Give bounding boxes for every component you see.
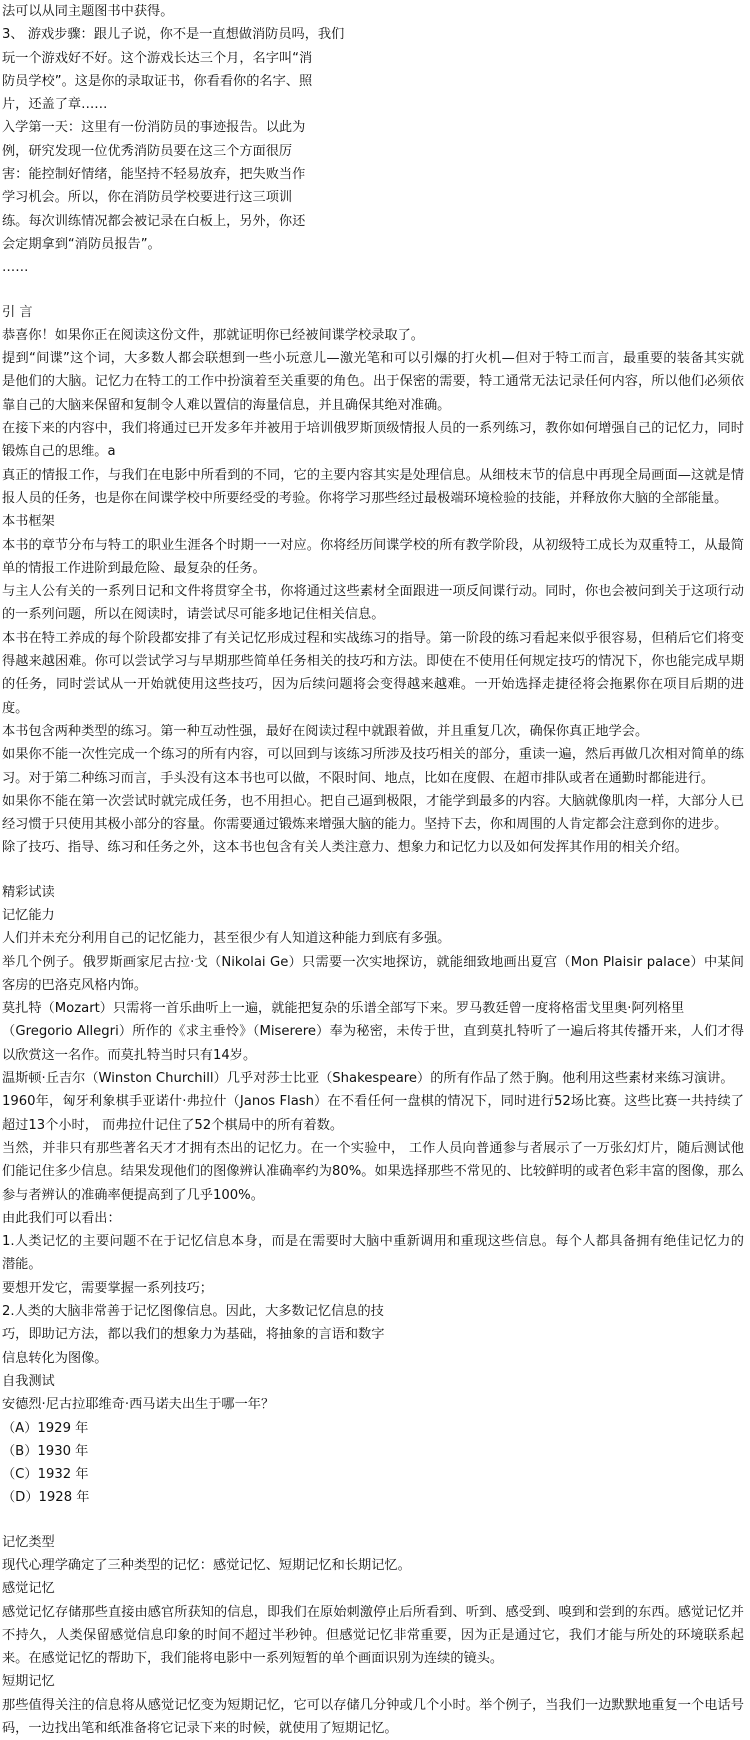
text-line: 潜能。 [2,1257,42,1273]
text-line: 恭喜你！如果你正在阅读这份文件，那就证明你已经被间谍学校录取了。 [2,327,424,343]
text-line: 如果你不能一次性完成一个练习的所有内容，可以回到与该练习所涉及技巧相关的部分，重读一遍，然后再做几次相对简单的练 [2,747,744,763]
text-line: 来。在感觉记忆的帮助下，我们能将电影中一系列短暂的单个画面识别为连续的镜头。 [2,1651,504,1667]
quiz-heading: 自我测试 [2,1373,55,1389]
text-line: 以欣赏这一名作。而莫扎特当时只有14岁。 [2,1047,257,1063]
text-line: 报人员的任务，也是你在间谍学校中所要经受的考验。你将学习那些经过最极端环境检验的技能，并释放你大脑的全部能量。 [2,490,728,506]
preface-section [2,301,744,511]
section-gap [2,280,744,301]
text-line: 在接下来的内容中，我们将通过已开发多年并被用于培训俄罗斯顶级情报人员的一系列练习，教你如何增强自己的记忆力，同时 [2,421,744,437]
memory-types-heading: 记忆类型 [2,1534,55,1550]
intro-fragment [2,0,744,280]
text-line: 1960年，匈牙利象棋手亚诺什·弗拉什（Janos Flash）在不看任何一盘棋的情况下，同时进行52场比赛。这些比赛一共持续了 [2,1094,744,1110]
text-line: 提到“间谍”这个词，大多数人都会联想到一些小玩意儿—激光笔和可以引爆的打火机—但对于特工而言，最重要的装备其实就 [2,351,744,367]
text-line: 感觉记忆存储那些直接由感官所获知的信息，即我们在原始刺激停止后所看到、听到、感受到、嗅到和尝到的东西。感觉记忆并 [2,1604,744,1620]
text-line: 本书在特工养成的每个阶段都安排了有关记忆形成过程和实战练习的指导。第一阶段的练习看起来似乎很容易，但稍后它们将变 [2,630,744,646]
text-line: 会定期拿到“消防员报告”。 [2,236,161,252]
quiz-question: 安德烈·尼古拉耶维奇·西马诺夫出生于哪一年？ [2,1397,275,1413]
text-line: 参与者辨认的准确率便提高到了几乎100%。 [2,1187,264,1203]
text-line: 害：能控制好情绪，能坚持不轻易放弃，把失败当作 [2,167,306,183]
excerpt-section [2,881,744,1370]
text-line: 的一系列问题，所以在阅读时，请尝试尽可能多地记住相关信息。 [2,607,385,623]
text-line: 锻炼自己的思维。a [2,444,116,460]
text-line: 码，一边找出笔和纸准备将它记录下来的时候，就使用了短期记忆。 [2,1721,398,1737]
quiz-option: （D）1928 年 [2,1490,90,1506]
text-line: 人们并未充分利用自己的记忆能力，甚至很少有人知道这种能力到底有多强。 [2,931,451,947]
text-line: 与主人公有关的一系列日记和文件将贯穿全书，你将通过这些素材全面跟进一项反间谍行动。同时，你也会被问到关于这项行动 [2,584,744,600]
text-line: 举几个例子。俄罗斯画家尼古拉·戈（Nikolai Ge）只需要一次实地探访，就能细致地画出夏宫（Mon Plaisir palace）中某间 [2,954,744,970]
text-line: 巧，即助记方法，都以我们的想象力为基础，将抽象的言语和数字 [2,1327,385,1343]
text-line: 1.人类记忆的主要问题不在于记忆信息本身，而是在需要时大脑中重新调用和重现这些信息。每个人都具备拥有绝佳记忆力的 [2,1234,744,1250]
text-line: 要想开发它，需要掌握一系列技巧； [2,1280,213,1296]
text-line: 的任务，同时尝试从一开始就使用这些技巧，因为后续问题将会变得越来越难。一开始选择走捷径将会拖累你在项目后期的进 [2,677,744,693]
excerpt-subheading: 记忆能力 [2,907,55,923]
ellipsis-line: …… [2,260,29,276]
text-line: 防员学校”。这是你的录取证书，你看看你的名字、照 [2,73,313,89]
text-line: 玩一个游戏好不好。这个游戏长达三个月，名字叫“消 [2,50,313,66]
text-line: 客房的巴洛克风格内饰。 [2,977,148,993]
sensory-memory-heading: 感觉记忆 [2,1581,55,1597]
text-line: 莫扎特（Mozart）只需将一首乐曲听上一遍，就能把复杂的乐谱全部写下来。罗马教廷曾一度将格雷戈里奥·阿列格里 [2,1001,685,1017]
quiz-option: （C）1932 年 [2,1467,89,1483]
text-line: 本书的章节分布与特工的职业生涯各个时期一一对应。你将经历间谍学校的所有教学阶段，从初级特工成长为双重特工，从最简 [2,537,744,553]
section-gap [2,860,744,881]
excerpt-heading: 精彩试读 [2,884,55,900]
text-line: 例，研究发现一位优秀消防员要在这三个方面很厉 [2,143,293,159]
framework-section [2,510,744,859]
text-line: 信息转化为图像。 [2,1350,108,1366]
text-line: 真正的情报工作，与我们在电影中所看到的不同，它的主要内容其实是处理信息。从细枝末节的信息中再现全局画面—这就是情 [2,467,744,483]
text-line: 法可以从同主题图书中获得。 [2,4,174,19]
text-line: 们能记住多少信息。结果发现他们的图像辨认准确率约为80%。如果选择那些不常见的、比较鲜明的或者色彩丰富的图像，那么 [2,1164,744,1180]
quiz-option: （B）1930 年 [2,1443,89,1459]
quiz-option: （A）1929 年 [2,1420,89,1436]
text-line: 学习机会。所以，你在消防员学校要进行这三项训 [2,190,293,206]
short-term-memory-heading: 短期记忆 [2,1674,55,1690]
text-line: 如果你不能在第一次尝试时就完成任务，也不用担心。把自己逼到极限，才能学到最多的内容。大脑就像肌肉一样，大部分人已 [2,793,744,809]
text-line: 度。 [2,700,29,716]
quiz-section [2,1370,744,1510]
text-line: 超过13个小时， 而弗拉什记住了52个棋局中的所有着数。 [2,1117,344,1133]
text-line: 习。对于第二种练习而言，手头没有这本书也可以做，不限时间、地点，比如在度假、在超市排队或者在通勤时都能进行。 [2,770,715,786]
text-line: 那些值得关注的信息将从感觉记忆变为短期记忆，它可以存储几分钟或几个小时。举个例子，当我们一边默默地重复一个电话号 [2,1697,744,1713]
text-line: 入学第一天：这里有一份消防员的事迹报告。以此为 [2,120,306,136]
text-line: 靠自己的大脑来保留和复制令人难以置信的海量信息，并且确保其绝对准确。 [2,397,451,413]
text-line: 温斯顿·丘吉尔（Winston Churchill）几乎对莎士比亚（Shakespeare）的所有作品了然于胸。他利用这些素材来练习演讲。 [2,1071,734,1087]
text-line: 不持久，人类保留感觉信息印象的时间不超过半秒钟。但感觉记忆非常重要，因为正是通过它，我们才能与所处的环境联系起 [2,1627,744,1643]
text-line: 本书包含两种类型的练习。第一种互动性强，最好在阅读过程中就跟着做，并且重复几次，确保你真正地学会。 [2,723,649,739]
text-line: 经习惯于只使用其极小部分的容量。你需要通过锻炼来增强大脑的能力。坚持下去，你和周围的人肯定都会注意到你的进步。 [2,817,728,833]
text-line: 除了技巧、指导、练习和任务之外，这本书也包含有关人类注意力、想象力和记忆力以及如何发挥其作用的相关介绍。 [2,840,688,856]
text-line: （Gregorio Allegri）所作的《求主垂怜》（Miserere）奉为秘密，未传于世，直到莫扎特听了一遍后将其传播开来，人们才得 [2,1024,744,1040]
text-line: 当然，并非只有那些著名天才才拥有杰出的记忆力。在一个实验中， 工作人员向普通参与者展示了一万张幻灯片，随后测试他 [2,1140,744,1156]
text-line: 现代心理学确定了三种类型的记忆：感觉记忆、短期记忆和长期记忆。 [2,1558,411,1573]
text-line: 片，还盖了章…… [2,97,108,113]
preface-heading: 引 言 [2,304,33,320]
framework-heading: 本书框架 [2,514,55,530]
text-line: 得越来越困难。你可以尝试学习与早期那些简单任务相关的技巧和方法。即使在不使用任何规定技巧的情况下，你也能完成早期 [2,654,744,670]
text-line: 是他们的大脑。记忆力在特工的工作中扮演着至关重要的角色。出于保密的需要，特工通常无法记录任何内容，所以他们必须依 [2,374,744,390]
text-line: 由此我们可以看出： [2,1210,121,1226]
text-line: 练。每次训练情况都会被记录在白板上，另外，你还 [2,213,306,229]
text-line: 3、 游戏步骤：跟儿子说，你不是一直想做消防员吗，我们 [2,27,345,43]
memory-types-section [2,1531,744,1740]
section-gap [2,1510,744,1531]
text-line: 单的情报工作进阶到最危险、最复杂的任务。 [2,560,266,576]
text-line: 2.人类的大脑非常善于记忆图像信息。因此，大多数记忆信息的技 [2,1304,384,1320]
